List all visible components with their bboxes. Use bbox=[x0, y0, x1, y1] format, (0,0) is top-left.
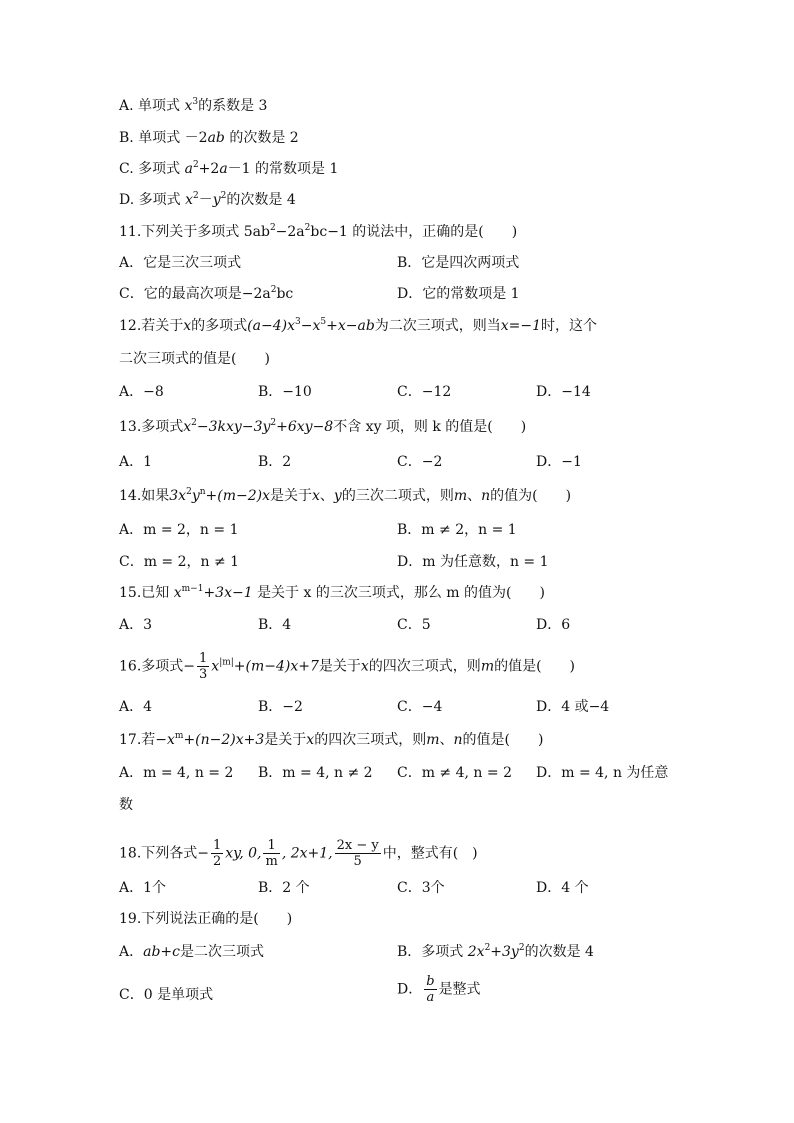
q19-option-d: D． $\frac{b}{a}$ 是整式 bbox=[397, 974, 481, 1005]
q19-fraction: $\frac{b}{a}$ bbox=[426, 974, 435, 1005]
q13-stem: 13.多项式$x^2-3kxy-3y^2+6xy-8$不含 xy 项，则 k 的值是( ) bbox=[119, 418, 527, 435]
q10-option-a: A. 单项式 $x^3$的系数是 3 bbox=[119, 97, 268, 114]
q13-options bbox=[0, 453, 794, 473]
q15-option-b: B．4 bbox=[258, 617, 292, 633]
q15-option-a: A．3 bbox=[119, 617, 153, 633]
q12-option-c: C．−12 bbox=[397, 384, 452, 400]
q14-option-c: C．m = 2，n ≠ 1 bbox=[119, 554, 240, 570]
q11-option-b: B．它是四次两项式 bbox=[397, 255, 520, 271]
q18-fraction-2: $\frac{1}{m}$ bbox=[265, 838, 278, 869]
q12-option-d: D．−14 bbox=[536, 384, 591, 400]
q14-stem: 14.如果$3x^2y^n+(m-2)x$是关于x、y的三次二项式，则m、n的值为( ) bbox=[119, 487, 572, 504]
q16-option-b: B．−2 bbox=[258, 699, 303, 715]
q17-options bbox=[0, 764, 794, 784]
q13-option-c: C．−2 bbox=[397, 454, 443, 470]
q11-option-a: A．它是三次三项式 bbox=[119, 255, 242, 271]
q19-stem: 19.下列说法正确的是( ) bbox=[119, 911, 293, 927]
q18-stem: 18.下列各式− $\frac{1}{2}$ xy, 0, $\frac{1}{m}$ , 2x+1, $\frac{2x - y}{5}$ 中，整式有( ) bbox=[119, 838, 478, 869]
q19-option-b: B．多项式 $2x^2+3y^2$的次数是 4 bbox=[397, 943, 594, 960]
q14-option-a: A．m = 2，n = 1 bbox=[119, 522, 239, 538]
q11-options-row2 bbox=[0, 285, 794, 305]
q10-option-d: D. 多项式 $x^2-y^2$的次数是 4 bbox=[119, 191, 296, 208]
q18-option-b: B．2 个 bbox=[258, 880, 310, 896]
q13-option-b: B．2 bbox=[258, 454, 292, 470]
q11-option-c: C．它的最高次项是$-2a^2bc$ bbox=[119, 285, 294, 302]
q18-option-a: A．1个 bbox=[119, 880, 167, 896]
q16-option-c: C．−4 bbox=[397, 699, 443, 715]
q16-option-d: D．4 或−4 bbox=[536, 699, 610, 715]
q10-option-c: C. 多项式 $a^2+2a-1$ 的常数项是 1 bbox=[119, 160, 339, 177]
q17-option-d-wrap: 数 bbox=[119, 797, 133, 813]
q15-stem: 15.已知 $x^{m-1}+3x-1$ 是关于 x 的三次三项式，那么 m 的值为( ) bbox=[119, 584, 545, 601]
q15-option-c: C．5 bbox=[397, 617, 431, 633]
q11-option-d: D．它的常数项是 1 bbox=[397, 286, 520, 302]
q13-option-a: A．1 bbox=[119, 454, 153, 470]
q18-fraction-1: $\frac{1}{2}$ bbox=[213, 838, 222, 869]
q15-options bbox=[0, 616, 794, 636]
q14-option-b: B．m ≠ 2，n = 1 bbox=[397, 522, 517, 538]
q11-stem: 11.下列关于多项式 $5ab^2-2a^2bc-1$ 的说法中，正确的是( ) bbox=[119, 223, 518, 240]
q18-option-d: D．4 个 bbox=[536, 880, 589, 896]
q17-option-d: D．m = 4, n 为任意 bbox=[536, 765, 669, 781]
q16-options bbox=[0, 698, 794, 718]
q19-option-c: C．0 是单项式 bbox=[119, 987, 214, 1003]
q16-stem: 16.多项式− $\frac{1}{3}$ $x^{|m|}+(m-4)x+7$是关于x的四次三项式，则m的值是( ) bbox=[119, 651, 576, 682]
q19-options-row1 bbox=[0, 943, 794, 963]
q13-option-d: D．−1 bbox=[536, 454, 582, 470]
q15-option-d: D．6 bbox=[536, 617, 571, 633]
q11-options-row1 bbox=[0, 254, 794, 274]
q17-option-b: B．m = 4, n ≠ 2 bbox=[258, 765, 373, 781]
q10-option-b: B. 单项式 －2ab 的次数是 2 bbox=[119, 130, 299, 146]
q16-option-a: A．4 bbox=[119, 699, 153, 715]
q12-option-b: B．−10 bbox=[258, 384, 312, 400]
q12-stem: 12.若关于x的多项式$(a-4)x^3-x^5+x-ab$为二次三项式，则当x=−1时，这个 bbox=[119, 317, 598, 334]
q14-options-row2 bbox=[0, 553, 794, 573]
q12-option-a: A．−8 bbox=[119, 384, 164, 400]
q17-option-c: C．m ≠ 4, n = 2 bbox=[397, 765, 512, 781]
q19-option-a: A．ab+c是二次三项式 bbox=[119, 944, 265, 960]
q18-options bbox=[0, 879, 794, 899]
q17-stem: 17.若$-x^m+(n-2)x+3$是关于x的四次三项式，则m、n的值是( ) bbox=[119, 731, 544, 748]
q16-fraction: $\frac{1}{3}$ bbox=[199, 651, 208, 682]
q14-option-d: D．m 为任意数，n = 1 bbox=[397, 554, 549, 570]
q12-options bbox=[0, 383, 794, 403]
q12-stem-line2: 二次三项式的值是( ) bbox=[119, 351, 270, 367]
q19-options-row2 bbox=[0, 974, 794, 1006]
q18-option-c: C．3个 bbox=[397, 880, 445, 896]
q14-options-row1 bbox=[0, 521, 794, 541]
q17-option-a: A．m = 4, n = 2 bbox=[119, 765, 234, 781]
q18-fraction-3: $\frac{2x - y}{5}$ bbox=[336, 838, 379, 869]
